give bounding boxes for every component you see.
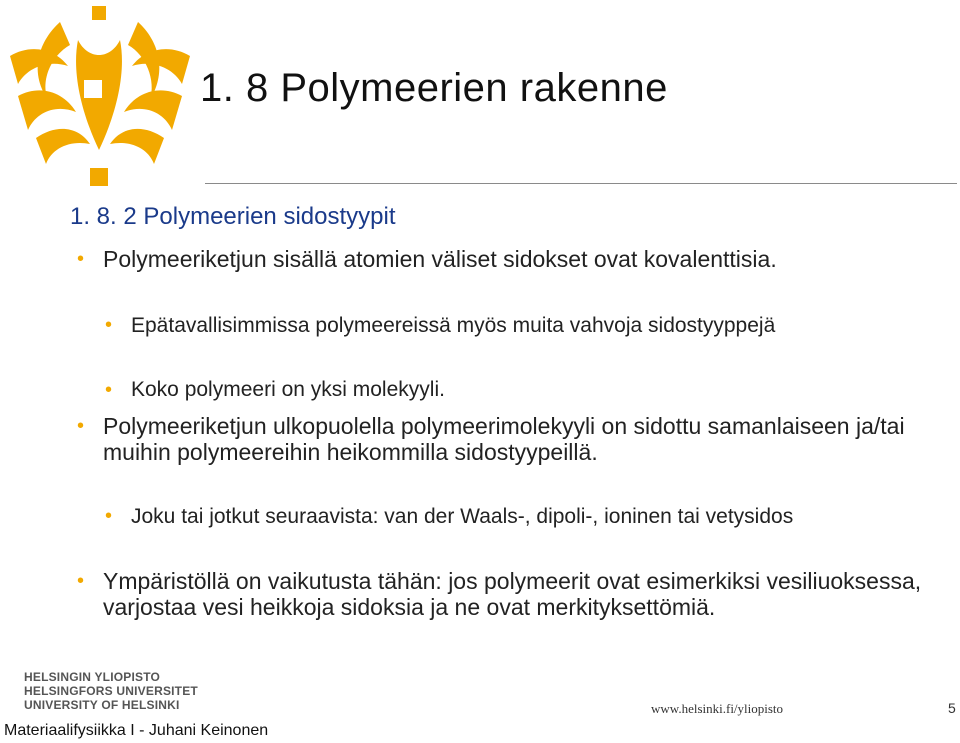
page-number: 5	[948, 700, 956, 716]
wordmark-line: HELSINGFORS UNIVERSITET	[24, 684, 198, 698]
slide-title: 1. 8 Polymeerien rakenne	[200, 66, 668, 110]
bullet-text: Joku tai jotkut seuraavista: van der Waals-, dipoli-, ioninen tai vetysidos	[131, 505, 794, 528]
footer-author: Materiaalifysiikka I - Juhani Keinonen	[4, 722, 269, 739]
bullet-item	[77, 568, 953, 620]
sub-bullet-item	[105, 313, 891, 338]
sub-bullet-item	[105, 377, 891, 403]
bullet-item	[77, 413, 923, 465]
slide-subtitle: 1. 8. 2 Polymeerien sidostyypit	[70, 203, 396, 230]
wordmark-line: UNIVERSITY OF HELSINKI	[24, 698, 180, 712]
bullet-text: Polymeeriketjun ulkopuolella polymeerimolekyyli on sidottu samanlaiseen ja/tai muihin polymeereihin heikommilla sidostyypeillä.	[103, 413, 905, 465]
bullet-text: Koko polymeeri on yksi molekyyli.	[131, 378, 445, 401]
footer-url: www.helsinki.fi/yliopisto	[651, 701, 784, 716]
university-wordmark	[24, 670, 198, 712]
bullet-dot-icon: •	[77, 570, 85, 592]
wordmark-line: HELSINGIN YLIOPISTO	[24, 670, 161, 684]
bullet-text: Epätavallisimmissa polymeereissä myös muita vahvoja sidostyyppejä	[131, 314, 776, 337]
sub-bullet-item	[105, 504, 921, 529]
bullet-dot-icon: •	[77, 415, 85, 437]
bullet-item	[77, 246, 923, 272]
bullet-dot-icon: •	[77, 248, 85, 270]
bullet-text: Ympäristöllä on vaikutusta tähän: jos polymeerit ovat esimerkiksi vesiliuoksessa, varjostaa vesi heikkoja sidoksia ja ne ovat merkityksettömiä.	[103, 568, 922, 620]
title-divider	[205, 183, 957, 184]
university-flame-logo	[0, 0, 200, 190]
bullet-dot-icon: •	[105, 505, 113, 527]
bullet-dot-icon: •	[105, 379, 113, 401]
bullet-text: Polymeeriketjun sisällä atomien väliset sidokset ovat kovalenttisia.	[103, 246, 777, 272]
bullet-dot-icon: •	[105, 314, 113, 336]
